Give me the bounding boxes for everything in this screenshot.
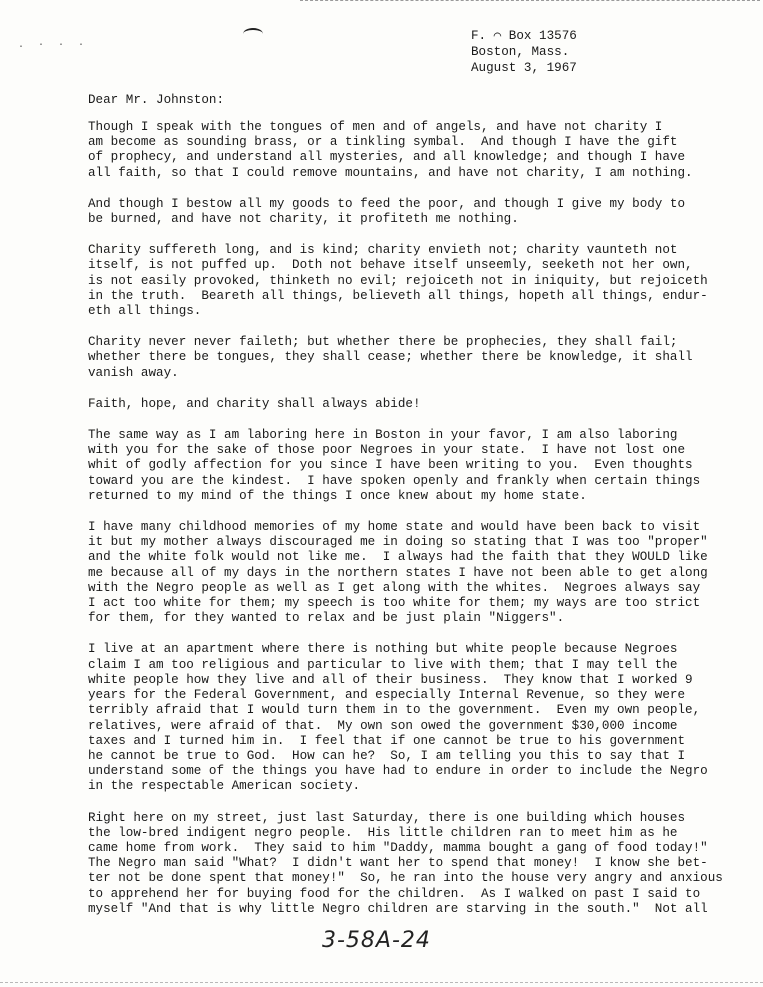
address-date-line: August 3, 1967 bbox=[471, 61, 577, 75]
salutation: Dear Mr. Johnston: bbox=[88, 93, 225, 107]
paragraph: Though I speak with the tongues of men and of angels, and have not charity I am become as sounding brass, or a tinkling symbal. And though I have the gift of prophecy, and understand all mysteries, and all knowledge; and though I have all faith, so that I could remove mountains, and have not charity, I am nothing. bbox=[88, 120, 693, 180]
paragraph: Faith, hope, and charity shall always abide! bbox=[88, 396, 421, 411]
address-box-line: F. ⌒ Box 13576 bbox=[471, 29, 577, 43]
paragraph: And though I bestow all my goods to feed the poor, and though I give my body to be burned, and have not charity, it profiteth me nothing. bbox=[88, 196, 686, 227]
paragraph: Charity never never faileth; but whether there be prophecies, they shall fail; whether there be tongues, they shall cease; whether there be knowledge, it shall vanish away. bbox=[88, 335, 693, 380]
paragraph: Right here on my street, just last Saturday, there is one building which houses the low-bred indigent negro people. His little children ran to meet him as he came home from work. They said to him "Daddy, mamma bought a gang of food today!" The Negro man said "What? I didn't want her to spend that money! I know she bet- ter not be done spent that money!" So, he ran into the house very angry and anxious to apprehend her for buying food for the children. As I walked on past I said to myself "And that is why little Negro children are starving in the south." Not all bbox=[88, 810, 723, 916]
letter-body bbox=[88, 120, 728, 933]
paragraph: I live at an apartment where there is nothing but white people because Negroes claim I am too religious and particular to live with them; that I may tell the white people how they live and all of their business. They know that I worked 9 years for the Federal Government, and especially Internal Revenue, so they were terribly afraid that I would turn them in to the government. Even my own people, relatives, were afraid of that. My own son owed the government $30,000 income taxes and I turned him in. I feel that if one cannot be true to his government he cannot be true to God. How can he? So, I am telling you this to say that I understand some of the things you have had to endure in order to include the Negro in the respectable American society. bbox=[88, 642, 708, 794]
margin-specks: . · · · bbox=[18, 40, 89, 51]
paragraph: Charity suffereth long, and is kind; charity envieth not; charity vaunteth not itself, is not puffed up. Doth not behave itself unseemly, seeketh not her own, is not easily provoked, thinketh no evil; rejoiceth not in iniquity, but rejoiceth in the truth. Beareth all things, believeth all things, hopeth all things, endur- eth all things. bbox=[88, 243, 708, 319]
ink-arc-mark bbox=[243, 28, 263, 40]
address-city-line: Boston, Mass. bbox=[471, 45, 570, 59]
paragraph: The same way as I am laboring here in Boston in your favor, I am also laboring with you for the sake of those poor Negroes in your state. I have not lost one whit of godly affection for you since I have been writing to you. Even thoughts toward you are the kindest. I have spoken openly and frankly when certain things returned to my mind of the things I once knew about my home state. bbox=[88, 428, 701, 503]
top-perforation bbox=[300, 0, 760, 5]
sender-address bbox=[471, 28, 577, 76]
bottom-perforation bbox=[0, 982, 763, 983]
paragraph: I have many childhood memories of my home state and would have been back to visit it but my mother always discouraged me in doing so stating that I was too "proper" and the white folk would not like me. I always had the faith that they WOULD like me because all of my days in the northern states I have not been able to get along with the Negro people as well as I get along with the whites. Negroes always say I act too white for them; my speech is too white for them; my ways are too strict for them, for they wanted to relax and be just plain "Niggers". bbox=[88, 520, 708, 626]
handwritten-file-reference: 3-58A-24 bbox=[322, 928, 431, 953]
